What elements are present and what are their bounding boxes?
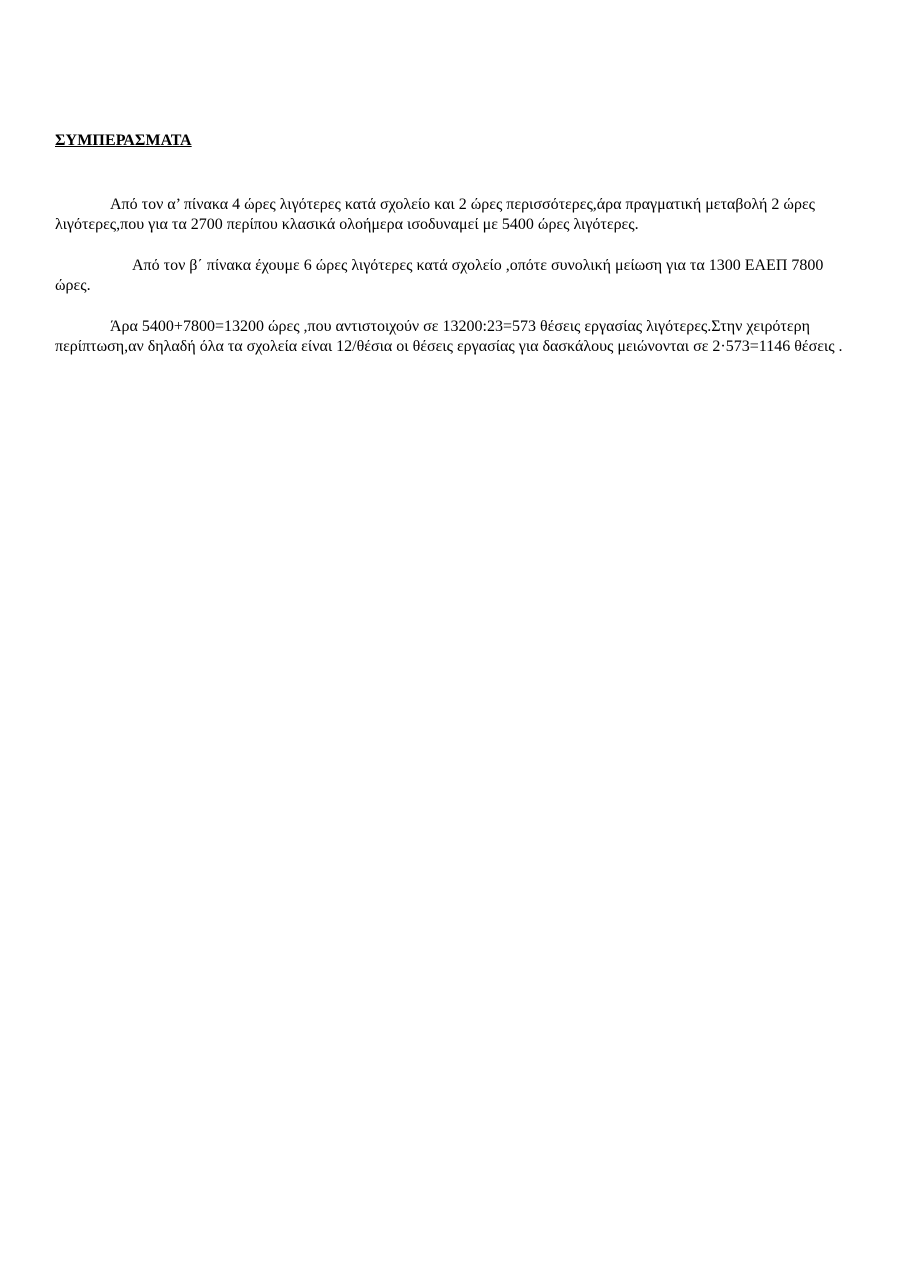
paragraph-1: Από τον α’ πίνακα 4 ώρες λιγότερες κατά σχολείο και 2 ώρες περισσότερες,άρα πραγματική μεταβολή 2 ώρες λιγότερες,που για τα 2700 περίπου κλασικά ολοήμερα ισοδυναμεί με 5400 ώρες λιγότερες. (55, 196, 815, 233)
document-body (55, 131, 845, 357)
section-heading: ΣΥΜΠΕΡΑΣΜΑΤΑ (55, 132, 192, 149)
paragraph-2: Από τον β΄ πίνακα έχουμε 6 ώρες λιγότερες κατά σχολείο ,οπότε συνολική μείωση για τα 1300 ΕΑΕΠ 7800 ώρες. (55, 257, 824, 294)
paragraph-3: Άρα 5400+7800=13200 ώρες ,που αντιστοιχούν σε 13200:23=573 θέσεις εργασίας λιγότερες.Στην χειρότερη περίπτωση,αν δηλαδή όλα τα σχολεία είναι 12/θέσια οι θέσεις εργασίας για δασκάλους μειώνονται σε 2·573=1146 θέσεις . (55, 318, 843, 355)
